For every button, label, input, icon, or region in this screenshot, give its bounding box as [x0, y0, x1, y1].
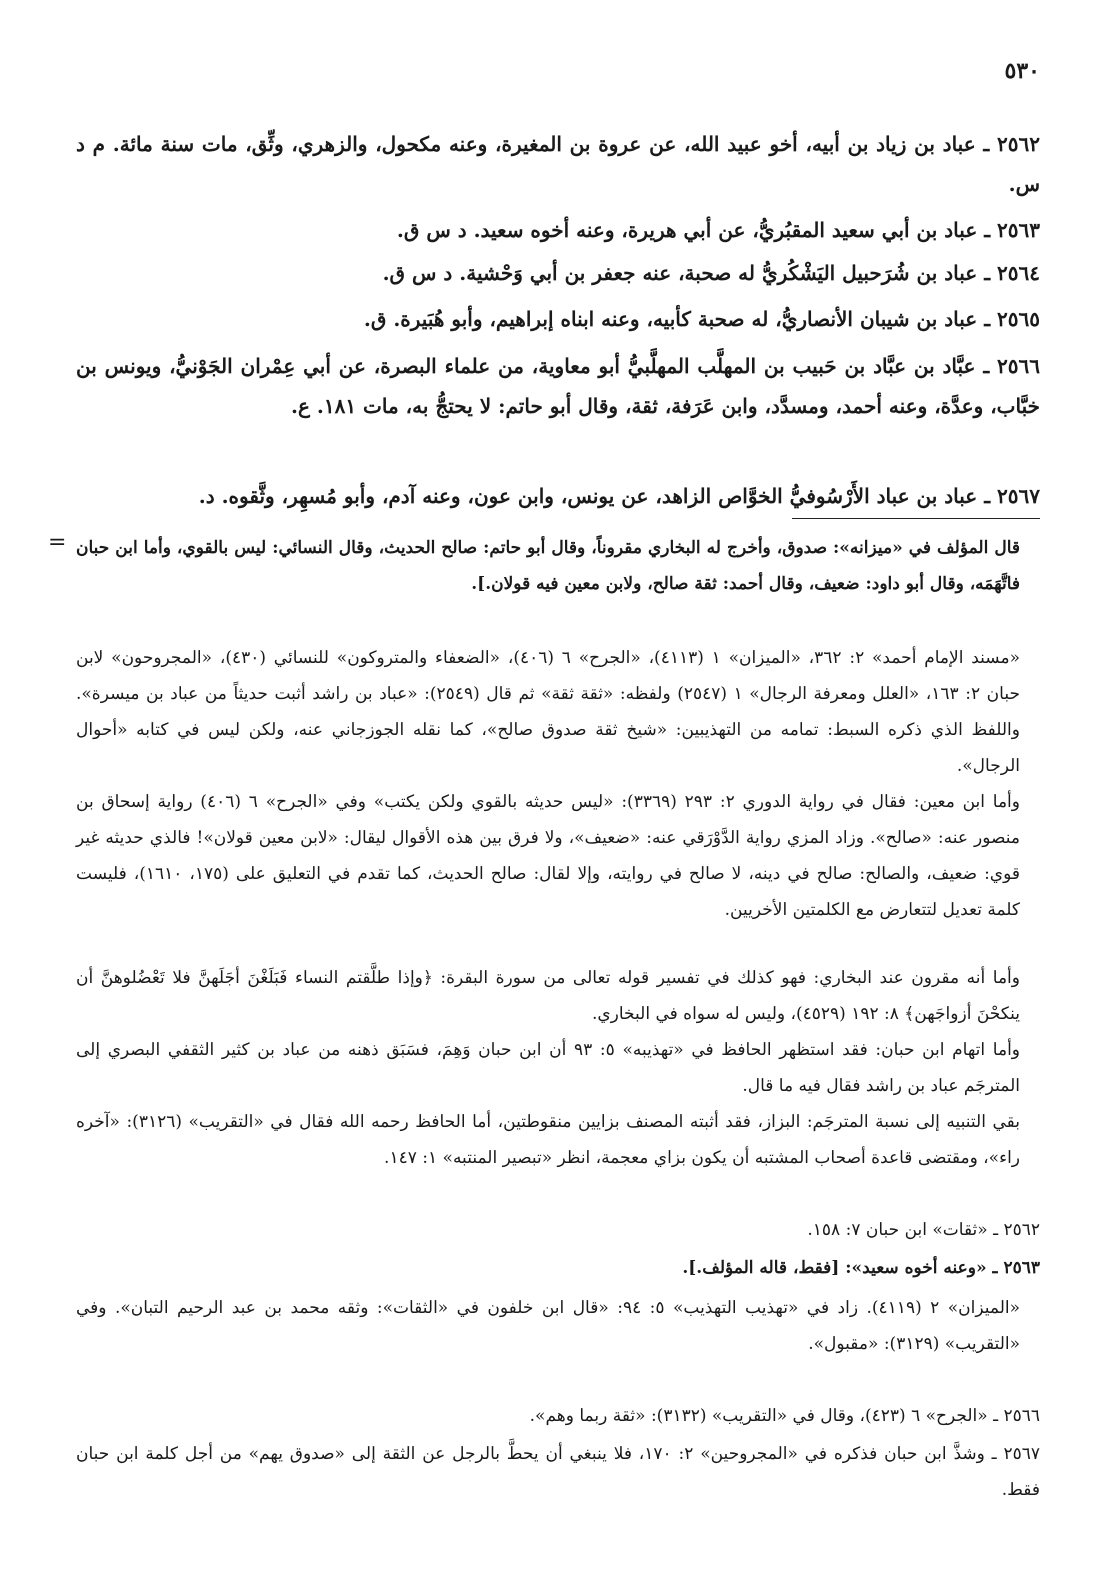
- continuation-marker: =: [48, 530, 67, 555]
- footnote-2566: ٢٥٦٦ ـ «الجرح» ٦ (٤٢٣)، وقال في «التقريب» (٣١٣٢): «ثقة ربما وهم».: [529, 1406, 1040, 1426]
- entry-2562: ٢٥٦٢ ـ عباد بن زياد بن أبيه، أخو عبيد الله، عن عروة بن المغيرة، وعنه مكحول، والزهري، وثِّق، مات سنة مائة. م د س.: [76, 132, 1040, 196]
- footnote-2567: ٢٥٦٧ ـ وشذَّ ابن حبان فذكره في «المجروحين» ٢: ١٧٠، فلا ينبغي أن يحطَّ بالرجل عن الثقة إلى «صدوق يهم» من أجل كلمة ابن حبان فقط.: [76, 1444, 1040, 1500]
- footnote-bukhari: وأما أنه مقرون عند البخاري: فهو كذلك في تفسير قوله تعالى من سورة البقرة: ﴿وإذا طلَّقتم النساء فَبَلَغْنَ أجَلَهنَّ فلا تَعْضُلوهنَّ أن ينكحْنَ أزواجَهن﴾ ٨: ١٩٢ (٤٥٢٩)، وليس له سواه في البخاري.: [76, 968, 1020, 1024]
- footnote-author-quote: قال المؤلف في «ميزانه»: صدوق، وأخرج له البخاري مقروناً، وقال أبو حاتم: صالح الحديث، وقال النسائي: ليس بالقوي، وأما ابن حبان فاتَّهَمَه، وقال أبو داود: ضعيف، وقال أحمد: ثقة صالح، ولابن معين فيه قولان.].: [76, 538, 1020, 594]
- footnote-sources: «مسند الإمام أحمد» ٢: ٣٦٢، «الميزان» ١ (٤١١٣)، «الجرح» ٦ (٤٠٦)، «الضعفاء والمتروكون» للنسائي (٤٣٠)، «المجروحون» لابن حبان ٢: ١٦٣، «العلل ومعرفة الرجال» ١ (٢٥٤٧) ولفظه: «ثقة ثقة» ثم قال (٢٥٤٩): «عباد بن راشد أثبت حديثاً من عباد بن ميسرة». واللفظ الذي ذكره السبط: تمامه من التهذيبين: «شيخ ثقة صدوق صالح»، كما نقله الجوزجاني عنه، ولكن ليس في كتابه «أحوال الرجال».: [76, 648, 1020, 776]
- footnote-2563: ٢٥٦٣ ـ «وعنه أخوه سعيد»: [فقط، قاله المؤلف.].: [682, 1258, 1040, 1278]
- footnote-separator: [792, 518, 1040, 519]
- page-number: ٥٣٠: [1004, 58, 1040, 84]
- footnote-ibn-maeen: وأما ابن معين: فقال في رواية الدوري ٢: ٢٩٣ (٣٣٦٩): «ليس حديثه بالقوي ولكن يكتب» وفي «الجرح» ٦ (٤٠٦) رواية إسحاق بن منصور عنه: «صالح». وزاد المزي رواية الدَّوْرَقي عنه: «ضعيف»، ولا فرق بين هذه الأقوال ليقال: «لابن معين قولان»! فالذي حديثه غير قوي: ضعيف، والصالح: صالح في دينه، لا صالح في روايته، وإلا لقال: صالح الحديث، كما تقدم في التعليق على (١٧٥، ١٦١٠)، فليست كلمة تعديل لتتعارض مع الكلمتين الأخريين.: [76, 792, 1021, 920]
- entry-2563: ٢٥٦٣ ـ عباد بن أبي سعيد المقبُريُّ، عن أبي هريرة، وعنه أخوه سعيد. د س ق.: [396, 218, 1040, 242]
- entry-2565: ٢٥٦٥ ـ عباد بن شيبان الأنصاريُّ، له صحبة كأبيه، وعنه ابناه إبراهيم، وأبو هُبَيرة. ق.: [363, 307, 1040, 331]
- entry-2564: ٢٥٦٤ ـ عباد بن شُرَحبيل اليَشْكُريُّ له صحبة، عنه جعفر بن أبي وَحْشية. د س ق.: [382, 261, 1040, 285]
- footnote-ibn-hibban: وأما اتهام ابن حبان: فقد استظهر الحافظ في «تهذيبه» ٥: ٩٣ أن ابن حبان وَهِمَ، فسَبَق ذهنه من عباد بن كثير الثقفي البصري إلى المترجَم عباد بن راشد فقال فيه ما قال.: [76, 1040, 1020, 1096]
- footnote-2563-sources: «الميزان» ٢ (٤١١٩). زاد في «تهذيب التهذيب» ٥: ٩٤: «قال ابن خلفون في «الثقات»: وثقه محمد بن عبد الرحيم التبان». وفي «التقريب» (٣١٢٩): «مقبول».: [76, 1298, 1021, 1354]
- footnote-2562: ٢٥٦٢ ـ «ثقات» ابن حبان ٧: ١٥٨.: [807, 1220, 1040, 1240]
- entry-2566: ٢٥٦٦ ـ عبَّاد بن عبَّاد بن حَبيب بن المهلَّب المهلَّبيُّ أبو معاوية، من علماء البصرة، عن أبي عِمْران الجَوْنيُّ، ويونس بن خبَّاب، وعدَّة، وعنه أحمد، ومسدَّد، وابن عَرَفة، ثقة، وقال أبو حاتم: لا يحتجُّ به، مات ١٨١. ع.: [76, 354, 1040, 418]
- footnote-nisba: بقي التنبيه إلى نسبة المترجَم: البزاز، فقد أثبته المصنف بزايين منقوطتين، أما الحافظ رحمه الله فقال في «التقريب» (٣١٢٦): «آخره راء»، ومقتضى قاعدة أصحاب المشتبه أن يكون بزاي معجمة، انظر «تبصير المنتبه» ١: ١٤٧.: [76, 1112, 1020, 1168]
- entry-2567: ٢٥٦٧ ـ عباد بن عباد الأَرْسُوفيُّ الخوَّاص الزاهد، عن يونس، وابن عون، وعنه آدم، وأبو مُسهِر، وثَّقوه. د.: [198, 484, 1040, 508]
